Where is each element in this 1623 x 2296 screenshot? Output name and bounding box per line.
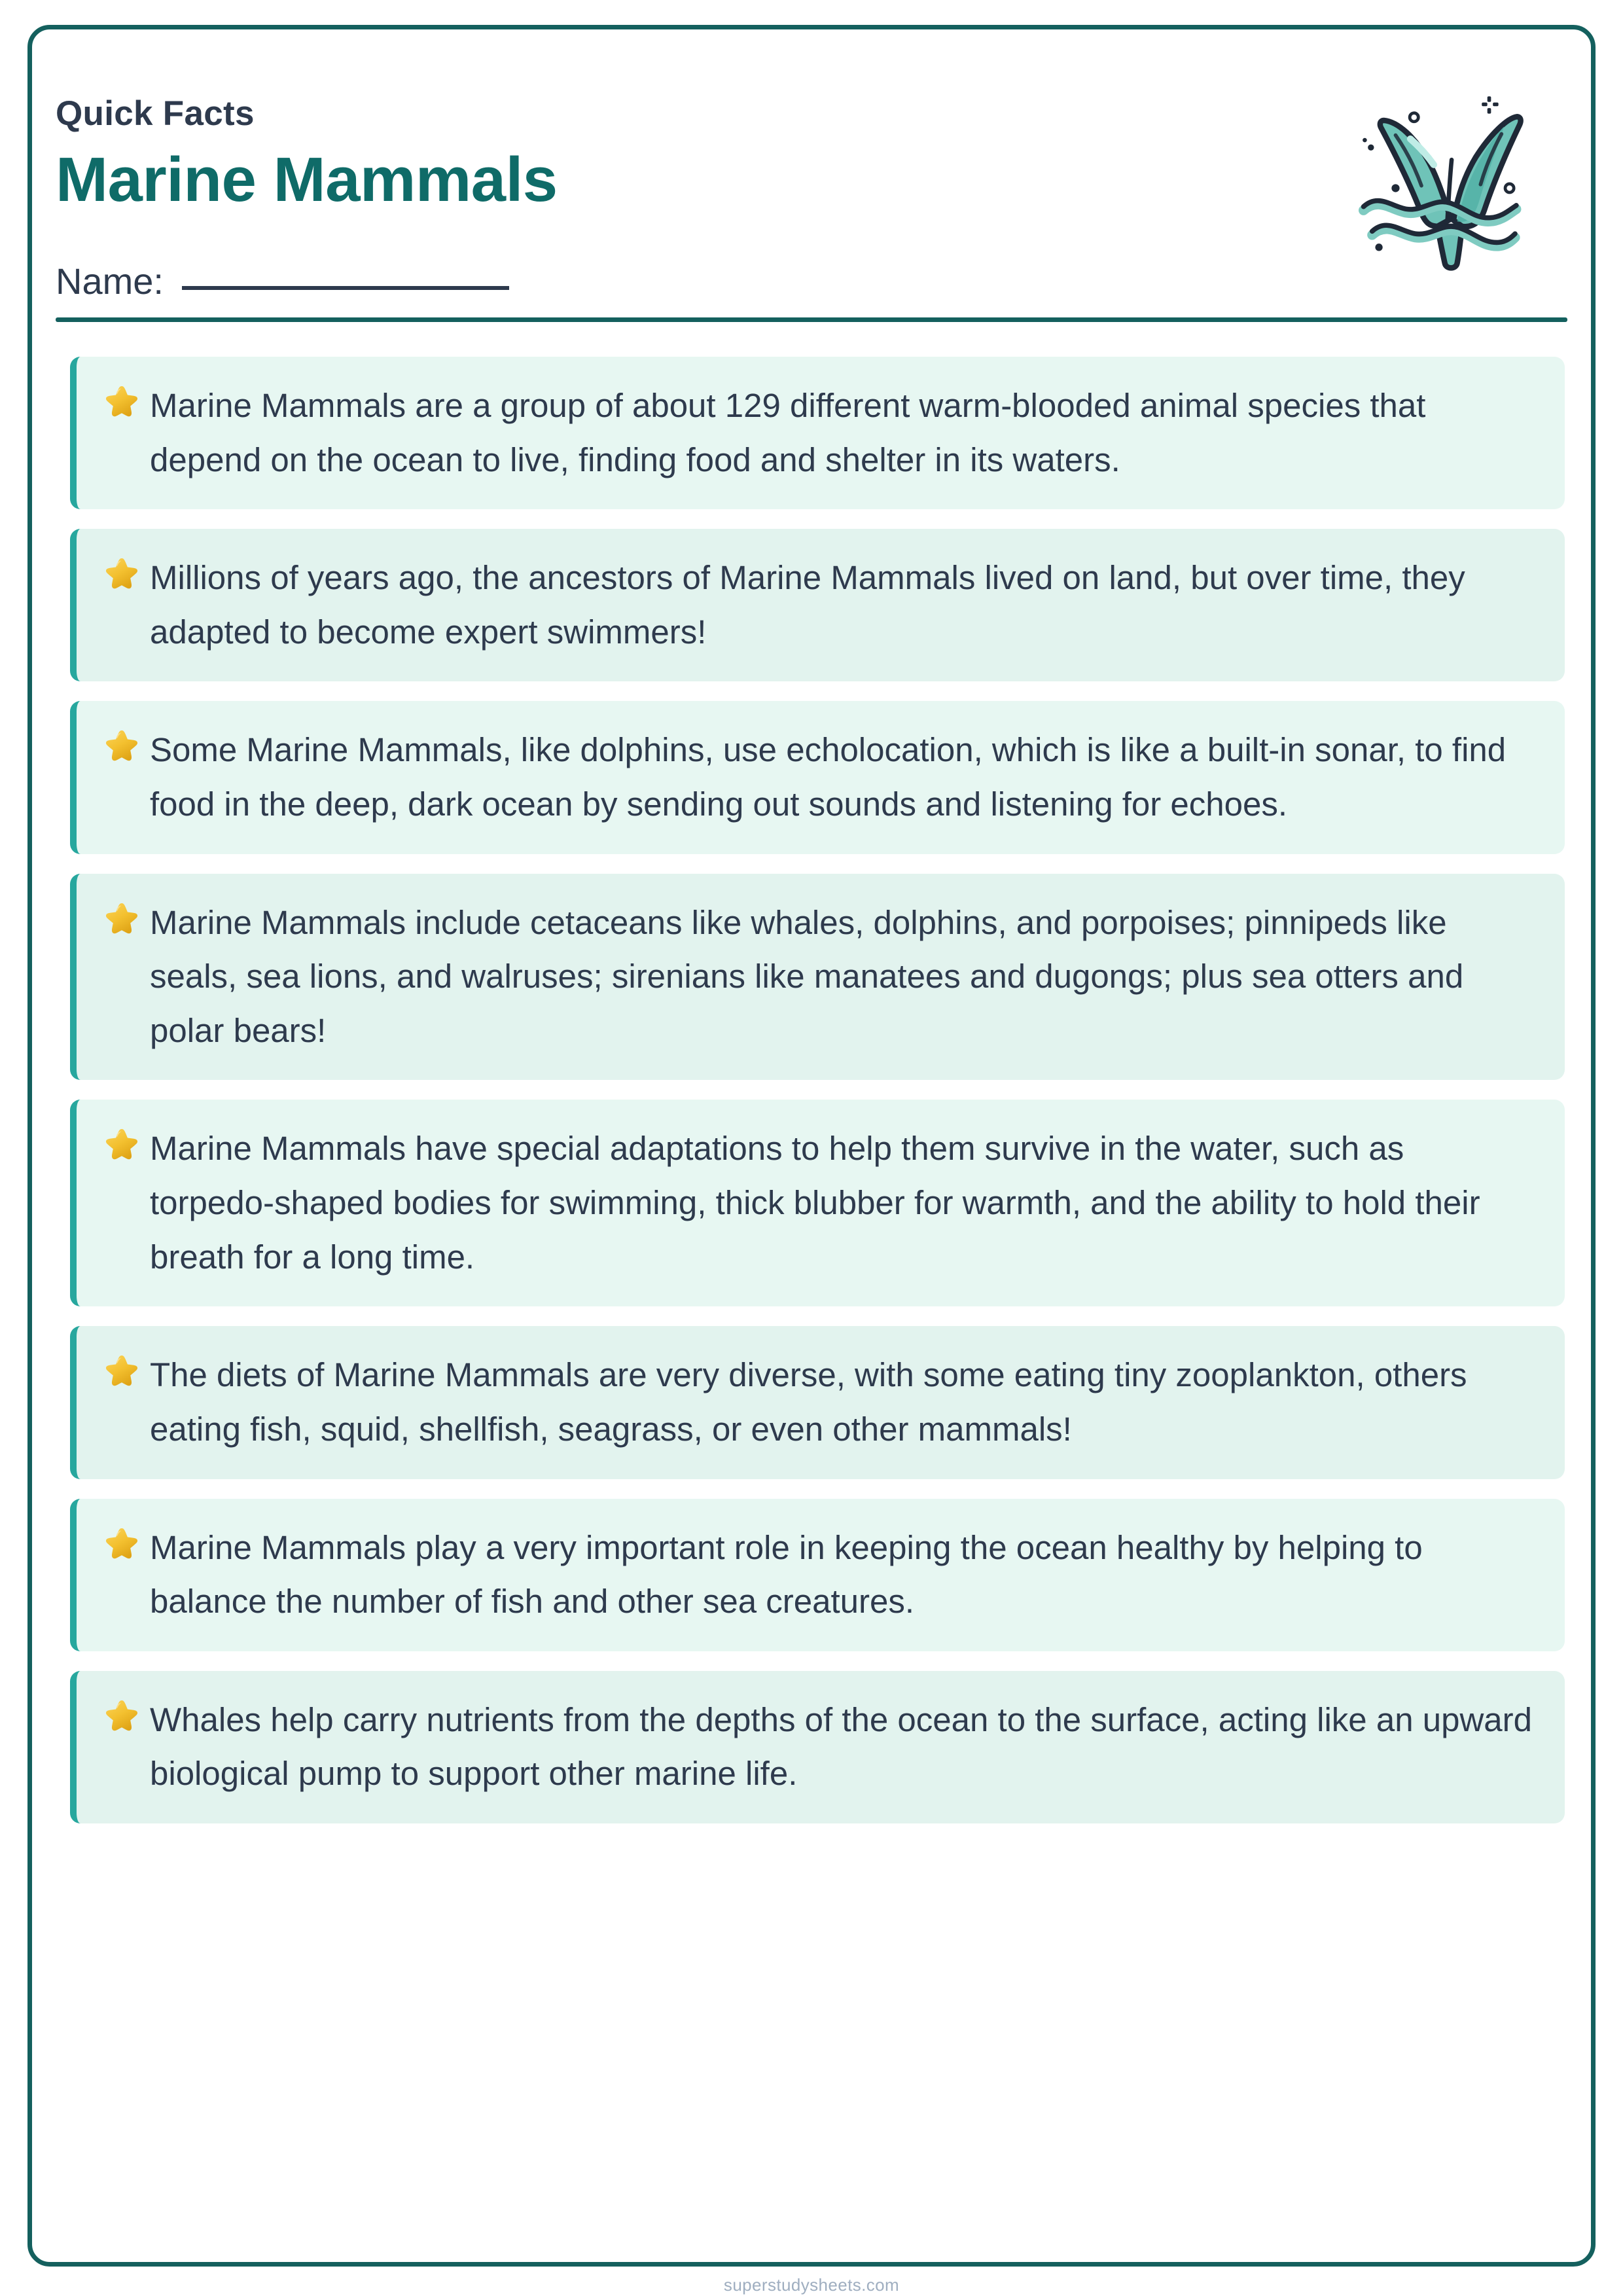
fact-text: Marine Mammals include cetaceans like whales, dolphins, and porpoises; pinnipeds like seals, sea lions, and walruses; sirenians like manatees and dugongs; plus sea otters and polar bears! [150, 903, 1464, 1049]
star-icon [103, 1697, 141, 1735]
whale-tail-icon [1313, 67, 1529, 277]
name-input-line[interactable] [182, 286, 509, 290]
name-row [56, 260, 509, 302]
fact-card [70, 529, 1565, 681]
fact-text: Marine Mammals are a group of about 129 different warm-blooded animal species that depend on the ocean to live, finding food and shelter in its waters. [150, 387, 1426, 478]
star-icon [103, 727, 141, 765]
name-label: Name: [56, 260, 164, 302]
fact-card [70, 701, 1565, 853]
star-icon [103, 1126, 141, 1164]
worksheet-header [56, 44, 1567, 306]
fact-card [70, 357, 1565, 509]
page-title: Marine Mammals [56, 145, 558, 215]
fact-text: Millions of years ago, the ancestors of Marine Mammals lived on land, but over time, they adapted to become expert swimmers! [150, 559, 1465, 651]
fact-card [70, 874, 1565, 1081]
fact-text: Whales help carry nutrients from the depths of the ocean to the surface, acting like an upward biological pump to support other marine life. [150, 1700, 1532, 1793]
star-icon [103, 555, 141, 593]
footer-site-label: superstudysheets.com [723, 2275, 900, 2295]
fact-text: Some Marine Mammals, like dolphins, use echolocation, which is like a built-in sonar, to find food in the deep, dark ocean by sending out sounds and listening for echoes. [150, 731, 1507, 823]
fact-card [70, 1100, 1565, 1306]
eyebrow-label: Quick Facts [56, 94, 255, 133]
fact-card [70, 1499, 1565, 1651]
fact-text: Marine Mammals have special adaptations to help them survive in the water, such as torpedo-shaped bodies for swimming, thick blubber for warmth, and the ability to hold their breath for a long time. [150, 1130, 1480, 1276]
star-icon [103, 383, 141, 421]
header-divider [56, 317, 1567, 322]
fact-card [70, 1671, 1565, 1823]
fact-card [70, 1326, 1565, 1479]
worksheet-page [27, 25, 1596, 2267]
star-icon [103, 1525, 141, 1563]
fact-text: Marine Mammals play a very important role in keeping the ocean healthy by helping to balance the number of fish and other sea creatures. [150, 1528, 1423, 1621]
fact-text: The diets of Marine Mammals are very diverse, with some eating tiny zooplankton, others eating fish, squid, shellfish, seagrass, or even other mammals! [150, 1356, 1467, 1448]
star-icon [103, 900, 141, 938]
star-icon [103, 1352, 141, 1390]
facts-list [70, 357, 1565, 1843]
